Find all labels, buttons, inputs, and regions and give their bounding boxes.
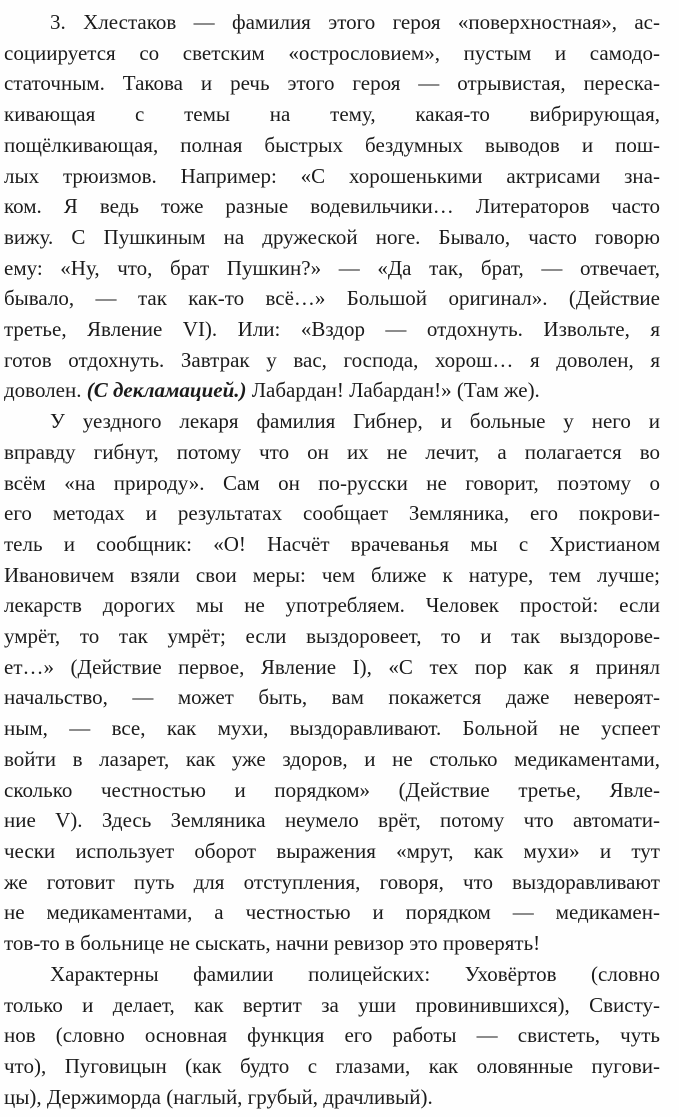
- text-line: [4, 191, 660, 222]
- text-run: чески использует оборот выражения «мрут, как мухи» и тут: [4, 838, 660, 863]
- text-run: социируется со светским «острословием», пустым и самодо-: [4, 40, 660, 65]
- text-run: его методах и результатах сообщает Земляника, его покрови-: [4, 501, 660, 526]
- text-line: [4, 498, 660, 529]
- text-run: Характерны фамилии полицейских: Уховёртов (словно: [50, 961, 660, 986]
- text-line: [4, 590, 660, 621]
- text-run: 3. Хлестаков — фамилия этого героя «поверхностная», ас-: [50, 10, 660, 34]
- text-line: [4, 437, 660, 468]
- text-run: не медикаментами, а честностью и порядком — медикамен-: [4, 900, 660, 925]
- text-run: пощёлкивающая, полная быстрых бездумных выводов и пош-: [4, 132, 660, 157]
- text-line: [4, 1020, 660, 1051]
- text-run: лекарств дорогих мы не употребляем. Человек простой: если: [4, 593, 660, 618]
- paragraph-3: [4, 959, 660, 1113]
- text-run: готов отдохнуть. Завтрак у вас, господа, хорош… я доволен, я: [4, 347, 660, 372]
- text-line: [4, 468, 660, 499]
- text-run: цы), Держиморда (наглый, грубый, драчливый).: [4, 1084, 433, 1109]
- text-run: тов-то в больнице не сыскать, начни ревизор это проверять!: [4, 931, 541, 956]
- text-line: [4, 928, 660, 959]
- text-line: [4, 652, 660, 683]
- text-run: ему: «Ну, что, брат Пушкин?» — «Да так, брат, — отвечает,: [4, 255, 660, 280]
- text-run: лых трюизмов. Например: «С хорошенькими актрисами зна-: [4, 163, 660, 188]
- text-run: ком. Я ведь тоже разные водевильчики… Литераторов часто: [4, 194, 660, 219]
- text-run: вижу. С Пушкиным на дружеской ноге. Бывало, часто говорю: [4, 224, 660, 249]
- text-run: У уездного лекаря фамилия Гибнер, и больные у него и: [50, 409, 660, 434]
- text-run: войти в лазарет, как уже здоров, и не столько медикаментами,: [4, 746, 660, 771]
- text-run: статочным. Такова и речь этого героя — отрывистая, переска-: [4, 71, 660, 96]
- paragraph-1: [4, 7, 660, 406]
- text-line: [4, 68, 660, 99]
- text-line: [4, 253, 660, 284]
- text-line: [4, 222, 660, 253]
- text-line: [4, 867, 660, 898]
- text-run: бывало, — так как-то всё…» Большой оригинал». (Действие: [4, 286, 660, 311]
- text-line: [4, 529, 660, 560]
- text-line: [4, 775, 660, 806]
- text-line: [4, 682, 660, 713]
- text-run: что), Пуговицын (как будто с глазами, как оловянные пугови-: [4, 1053, 660, 1078]
- text-run: доволен.: [4, 378, 87, 403]
- text-run: ным, — все, как мухи, выздоравливают. Больной не успеет: [4, 716, 660, 741]
- text-run: умрёт, то так умрёт; если выздоровеет, то и так выздорове-: [4, 624, 660, 649]
- paragraph-2: [4, 406, 660, 959]
- text-run: ние V). Здесь Земляника неумело врёт, потому что автомати-: [4, 808, 660, 833]
- text-run: Лабардан! Лабардан!» (Там же).: [246, 378, 540, 403]
- text-line: [4, 375, 660, 406]
- text-line: [4, 713, 660, 744]
- text-run: кивающая с темы на тему, какая-то вибрирующая,: [4, 102, 660, 127]
- text-line: [4, 345, 660, 376]
- text-run: третье, Явление VI). Или: «Вздор — отдохнуть. Извольте, я: [4, 317, 660, 342]
- text-line: [4, 406, 660, 437]
- text-run: сколько честностью и порядком» (Действие третье, Явле-: [4, 777, 660, 802]
- text-line: [4, 897, 660, 928]
- text-line: [4, 836, 660, 867]
- text-run: (С декламацией.): [86, 378, 247, 403]
- text-run: Ивановичем взяли свои меры: чем ближе к натуре, тем лучше;: [4, 562, 660, 587]
- text-run: же готовит путь для отступления, говоря, что выздоравливают: [4, 869, 660, 894]
- text-line: [4, 130, 660, 161]
- text-column: [4, 7, 660, 1112]
- text-run: только и делает, как вертит за уши провинившихся), Свисту-: [4, 992, 660, 1017]
- text-line: [4, 1051, 660, 1082]
- text-line: [4, 7, 660, 38]
- text-line: [4, 621, 660, 652]
- text-line: [4, 990, 660, 1021]
- text-run: ет…» (Действие первое, Явление I), «С тех пор как я принял: [4, 654, 660, 679]
- text-run: всём «на природу». Сам он по-русски не говорит, поэтому о: [4, 470, 660, 495]
- text-line: [4, 161, 660, 192]
- text-run: нов (словно основная функция его работы — свистеть, чуть: [4, 1023, 660, 1048]
- text-line: [4, 1082, 660, 1113]
- text-line: [4, 283, 660, 314]
- text-run: тель и сообщник: «О! Насчёт врачеванья мы с Христианом: [4, 531, 660, 556]
- text-line: [4, 99, 660, 130]
- text-line: [4, 314, 660, 345]
- text-line: [4, 959, 660, 990]
- text-line: [4, 744, 660, 775]
- text-run: вправду гибнут, потому что он их не лечит, а полагается во: [4, 439, 660, 464]
- text-line: [4, 805, 660, 836]
- text-run: начальство, — может быть, вам покажется даже невероят-: [4, 685, 660, 710]
- text-line: [4, 38, 660, 69]
- text-line: [4, 560, 660, 591]
